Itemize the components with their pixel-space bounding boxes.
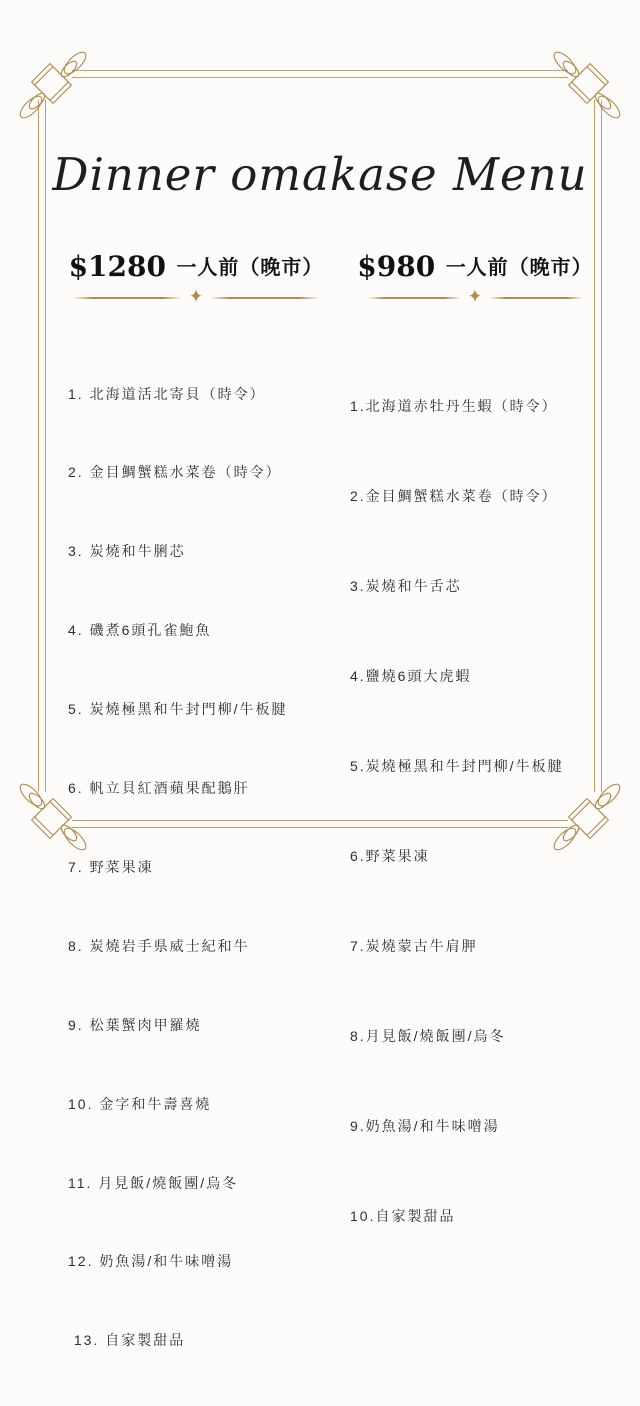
menu-item: 4. 磯煮6頭孔雀鮑魚 [68,622,212,639]
menu-divider [368,286,583,308]
menu-item: 7. 野菜果凍 [68,858,154,875]
serving-label: 一人前（晚市） [445,257,593,279]
menu-item: 4.鹽燒6頭大虎蝦 [350,668,472,684]
menu-item: 9. 松葉蟹肉甲羅燒 [68,1016,202,1033]
menu-item: 7.炭燒蒙古牛肩胛 [350,938,478,954]
menu-item: 9.奶魚湯/和牛味噌湯 [350,1118,500,1134]
price-value: $980 [357,250,436,283]
frame-top-outer-line [72,70,568,71]
menu-item: 5. 炭燒極黑和牛封門柳/牛板腱 [68,701,288,718]
menu-divider [73,286,319,308]
menu-column-1280 [68,250,324,1406]
menu-item: 6.野菜果凍 [350,848,430,864]
menu-item: 3.炭燒和牛舌芯 [350,578,462,594]
menu-item: 6. 帆立貝紅酒蘋果配鵝肝 [68,780,250,797]
frame-right-inner-line [601,100,602,792]
menu-item-list [68,328,324,1406]
menu-item: 13. 自家製甜品 [68,1332,186,1349]
menu-column-980 [350,250,600,1291]
price-value: $1280 [68,250,166,283]
menu-title: Dinner omakase Menu [52,148,588,201]
divider-line [210,297,319,299]
menu-item: 1.北海道赤牡丹生蝦（時令） [350,398,558,414]
serving-label: 一人前（晚市） [176,257,324,279]
price-header [350,250,600,283]
menu-item: 1. 北海道活北寄貝（時令） [68,385,266,402]
sparkle-icon: ✦ [189,286,203,308]
menu-item: 2.金目鯛蟹糕水菜卷（時令） [350,488,558,504]
menu-item: 3. 炭燒和牛脷芯 [68,543,186,560]
menu-item: 10.自家製甜品 [350,1208,456,1224]
menu-item-list [350,331,600,1291]
corner-ornament-icon [8,40,98,130]
menu-item: 8.月見飯/燒飯團/烏冬 [350,1028,506,1044]
menu-item: 11. 月見飯/燒飯團/烏冬 [68,1174,239,1191]
menu-item: 2. 金目鯛蟹糕水菜卷（時令） [68,464,282,481]
corner-ornament-icon [542,40,632,130]
menu-item: 10. 金字和牛壽喜燒 [68,1095,212,1112]
menu-item: 12. 奶魚湯/和牛味噌湯 [68,1253,234,1270]
menu-item: 5.炭燒極黑和牛封門柳/牛板腱 [350,758,564,774]
frame-left-inner-line [45,100,46,792]
menu-item: 8. 炭燒岩手県威士紀和牛 [68,937,250,954]
divider-line [368,297,462,299]
divider-line [489,297,583,299]
divider-line [73,297,182,299]
frame-top-inner-line [72,77,568,78]
sparkle-icon: ✦ [468,286,482,308]
frame-left-outer-line [38,100,39,792]
price-header [68,250,324,283]
